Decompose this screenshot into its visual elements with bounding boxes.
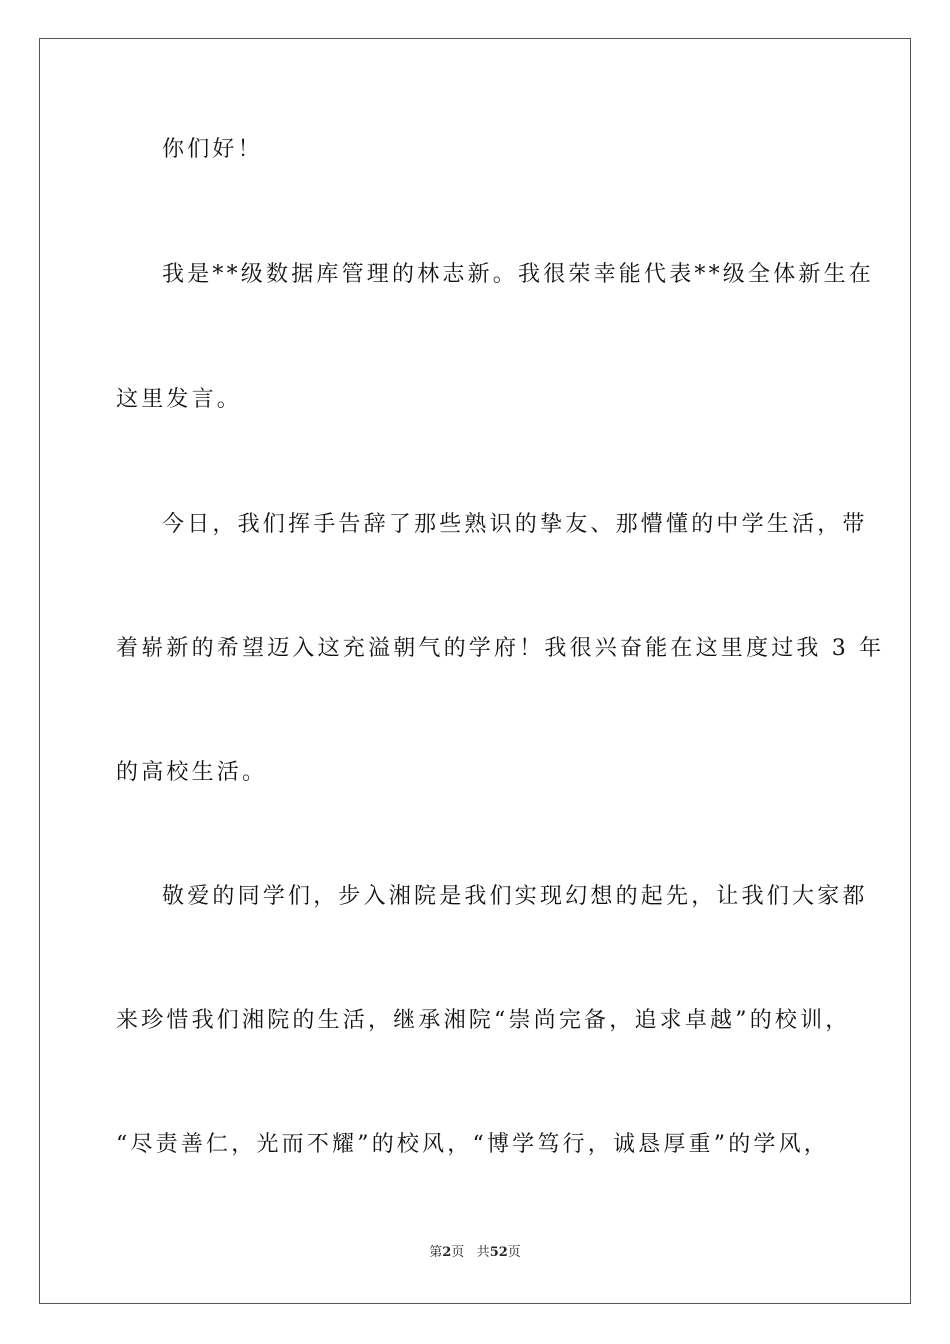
footer-page-number: 2 (442, 1245, 452, 1260)
footer-page-suffix: 页 (451, 1245, 465, 1260)
footer-total-suffix: 页 (507, 1245, 521, 1260)
greeting-line: 你们好！ (162, 137, 263, 162)
footer-total-pages: 52 (489, 1245, 508, 1260)
page-footer (0, 1245, 950, 1261)
paragraph-2-line-1: 今日，我们挥手告辞了那些熟识的挚友、那懵懂的中学生活，带 (162, 512, 868, 537)
paragraph-1-line-2: 这里发言。 (116, 387, 243, 412)
paragraph-3-line-2: 来珍惜我们湘院的生活，继承湘院“崇尚完备，追求卓越”的校训， (116, 1008, 851, 1033)
paragraph-3-line-3: “尽责善仁，光而不耀”的校风，“博学笃行，诚恳厚重”的学风， (116, 1132, 829, 1157)
page-border (39, 38, 911, 1304)
paragraph-2-line-3: 的高校生活。 (116, 760, 268, 785)
footer-total-prefix: 共 (476, 1245, 490, 1260)
paragraph-1-line-1: 我是**级数据库管理的林志新。我很荣幸能代表**级全体新生在 (162, 262, 875, 287)
paragraph-3-line-1: 敬爱的同学们，步入湘院是我们实现幻想的起先，让我们大家都 (162, 884, 868, 909)
paragraph-2-line-2: 着崭新的希望迈入这充溢朝气的学府！我很兴奋能在这里度过我 3 年 (116, 636, 885, 661)
footer-page-prefix: 第 (429, 1245, 443, 1260)
